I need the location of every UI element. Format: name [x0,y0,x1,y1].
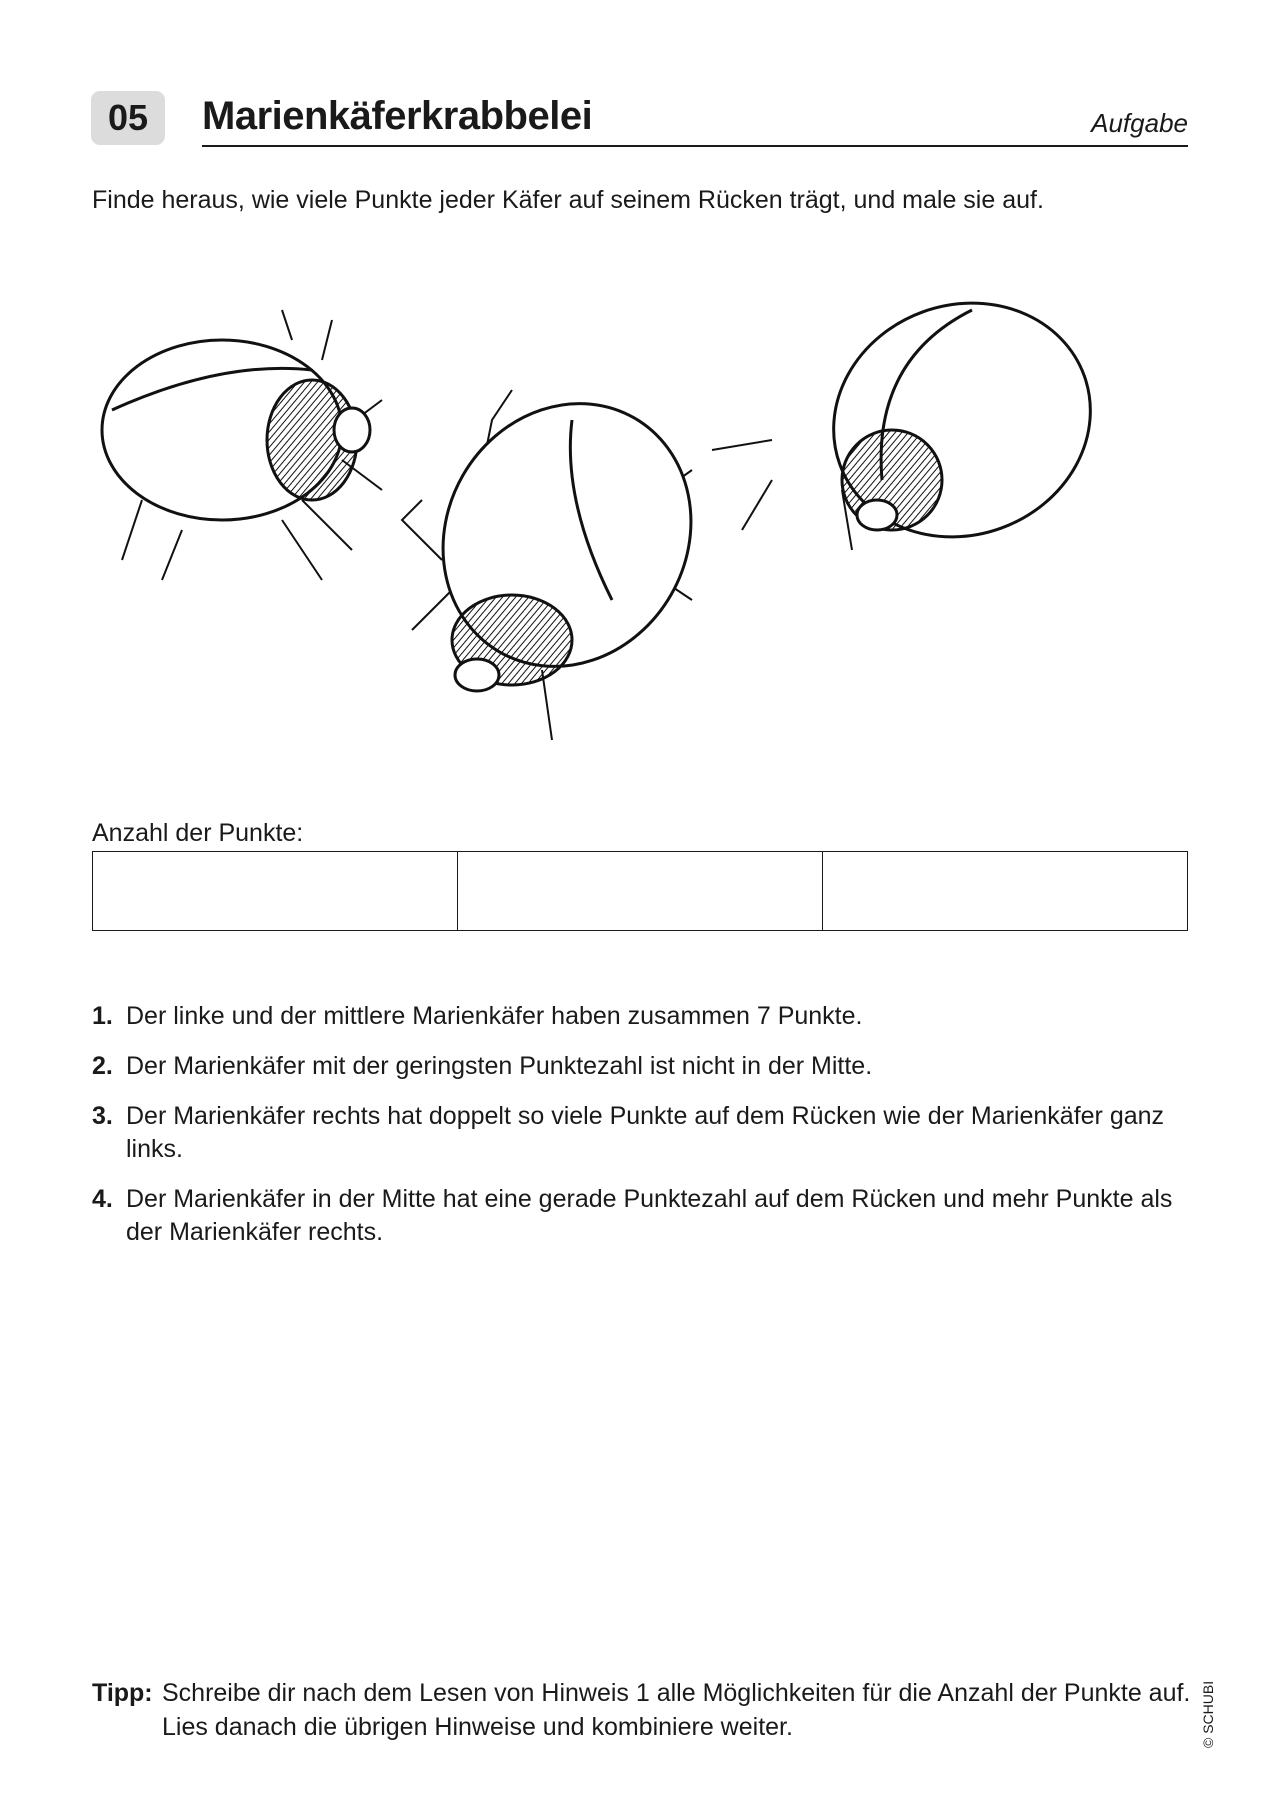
tip [92,1676,1202,1744]
hint-text: Der linke und der mittlere Marienkäfer haben zusammen 7 Punkte. [126,1002,863,1030]
hint-item [92,1050,1192,1083]
instruction: Finde heraus, wie viele Punkte jeder Käfer auf seinem Rücken trägt, und male sie auf. [92,186,1044,214]
hint-number: 3. [92,1102,113,1130]
title-rule [202,145,1188,147]
hint-item [92,1100,1192,1166]
answer-label: Anzahl der Punkte: [92,819,304,847]
answer-cell-right[interactable] [823,852,1187,930]
hints-list [92,1000,1192,1266]
hint-number: 2. [92,1052,113,1080]
ladybugs-illustration [92,300,1188,780]
tip-label: Tipp: [92,1679,153,1707]
answer-cell-middle[interactable] [458,852,823,930]
hint-text: Der Marienkäfer in der Mitte hat eine gerade Punktezahl auf dem Rücken und mehr Punkte als der Marienkäfer rechts. [126,1185,1173,1246]
ladybug-middle [396,358,739,740]
hint-number: 4. [92,1185,113,1213]
ladybug-left [102,310,382,580]
ladybug-right [712,300,1123,573]
task-number: 05 [91,91,165,145]
tip-text: Schreibe dir nach dem Lesen von Hinweis 1 alle Möglichkeiten für die Anzahl der Punkte auf. Lies danach die übrigen Hinweise und kombiniere weiter. [162,1679,1191,1741]
copyright: © SCHUBI [1200,1680,1216,1748]
page-title: Marienkäferkrabbelei [202,94,593,138]
hint-item [92,1000,1192,1033]
answer-table [92,851,1188,931]
hint-number: 1. [92,1002,113,1030]
hint-item [92,1183,1192,1249]
task-kind: Aufgabe [1091,108,1188,138]
hint-text: Der Marienkäfer rechts hat doppelt so viele Punkte auf dem Rücken wie der Marienkäfer ganz links. [126,1102,1165,1163]
hint-text: Der Marienkäfer mit der geringsten Punktezahl ist nicht in der Mitte. [126,1052,873,1080]
answer-cell-left[interactable] [93,852,458,930]
